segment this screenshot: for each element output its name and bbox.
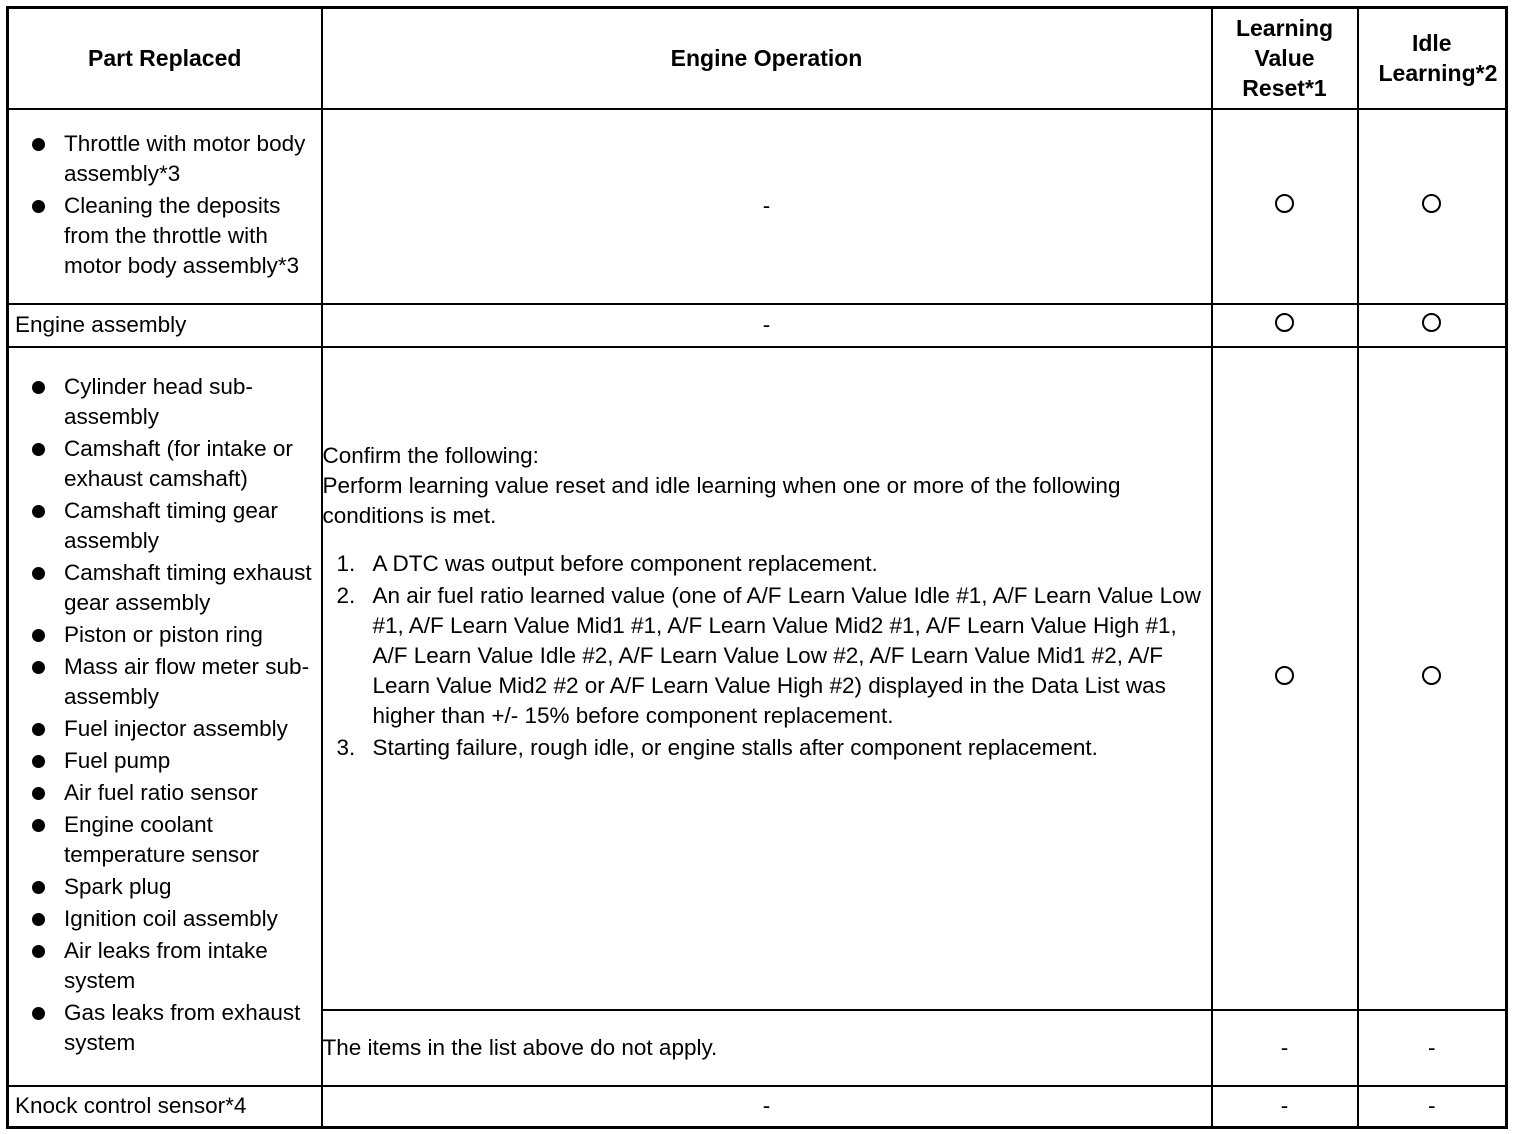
confirm-text: Confirm the following: (322, 443, 539, 468)
list-item: Piston or piston ring (9, 620, 321, 650)
circle-mark-icon (1275, 666, 1294, 685)
parts-table (6, 6, 1508, 1129)
reset-cell: - (1212, 1086, 1358, 1128)
list-item: Cylinder head sub-assembly (9, 372, 321, 432)
list-item: Air fuel ratio sensor (9, 778, 321, 808)
operation-cell: The items in the list above do not apply. (322, 1010, 1212, 1086)
operation-cell (322, 347, 1212, 1010)
operation-cell: - (322, 109, 1212, 304)
header-row (8, 8, 1507, 109)
list-item: Camshaft timing gear assembly (9, 496, 321, 556)
operation-cell: - (322, 304, 1212, 347)
list-item: Mass air flow meter sub-assembly (9, 652, 321, 712)
reset-cell (1212, 109, 1358, 304)
idle-cell (1358, 109, 1507, 304)
list-item: Fuel pump (9, 746, 321, 776)
reset-cell (1212, 304, 1358, 347)
list-item: Spark plug (9, 872, 321, 902)
parts-list (9, 372, 321, 1058)
list-item: Camshaft (for intake or exhaust camshaft) (9, 434, 321, 494)
table-row (8, 304, 1507, 347)
table-row (8, 109, 1507, 304)
list-item: Ignition coil assembly (9, 904, 321, 934)
part-cell: Engine assembly (8, 304, 322, 347)
circle-mark-icon (1422, 194, 1441, 213)
list-item: Gas leaks from exhaust system (9, 998, 321, 1058)
operation-cell: - (322, 1086, 1212, 1128)
condition-text: Perform learning value reset and idle learning when one or more of the following conditions is met. (322, 473, 1121, 528)
parts-cell (8, 347, 322, 1086)
reset-cell: - (1212, 1010, 1358, 1086)
list-item: Engine coolant temperature sensor (9, 810, 321, 870)
list-item: Camshaft timing exhaust gear assembly (9, 558, 321, 618)
parts-cell (8, 109, 322, 304)
circle-mark-icon (1422, 666, 1441, 685)
table-row (8, 1086, 1507, 1128)
list-item: 2. An air fuel ratio learned value (one of A/F Learn Value Idle #1, A/F Learn Value Low #1, A/F Learn Value Mid1 #1, A/F Learn Value Mid2 #1, A/F Learn Value High #1, A/F Learn Value Idle #2, A/F Learn Value Low #2, A/F Learn Value Mid1 #2, A/F Learn Value Mid2 #2 or A/F Learn Value High #2) displayed in the Data List was higher than +/- 15% before component replacement. (336, 583, 1201, 728)
header-engine-operation: Engine Operation (322, 8, 1212, 109)
circle-mark-icon (1422, 313, 1441, 332)
list-item: Cleaning the deposits from the throttle with motor body assembly*3 (9, 191, 321, 281)
idle-cell (1358, 304, 1507, 347)
circle-mark-icon (1275, 194, 1294, 213)
header-learning-value-reset: Learning Value Reset*1 (1212, 8, 1358, 109)
list-item: Throttle with motor body assembly*3 (9, 129, 321, 189)
list-item: 1. A DTC was output before component replacement. (336, 551, 878, 576)
list-item: Fuel injector assembly (9, 714, 321, 744)
idle-cell: - (1358, 1010, 1507, 1086)
list-item: Air leaks from intake system (9, 936, 321, 996)
table-row (8, 347, 1507, 1010)
header-part-replaced: Part Replaced (8, 8, 322, 109)
list-item: 3. Starting failure, rough idle, or engine stalls after component replacement. (336, 735, 1098, 760)
header-idle-learning: Idle Learning*2 (1358, 8, 1507, 109)
idle-cell: - (1358, 1086, 1507, 1128)
parts-list (9, 129, 321, 281)
idle-cell (1358, 347, 1507, 1010)
part-cell: Knock control sensor*4 (8, 1086, 322, 1128)
conditions-list (323, 549, 1211, 763)
circle-mark-icon (1275, 313, 1294, 332)
reset-cell (1212, 347, 1358, 1010)
